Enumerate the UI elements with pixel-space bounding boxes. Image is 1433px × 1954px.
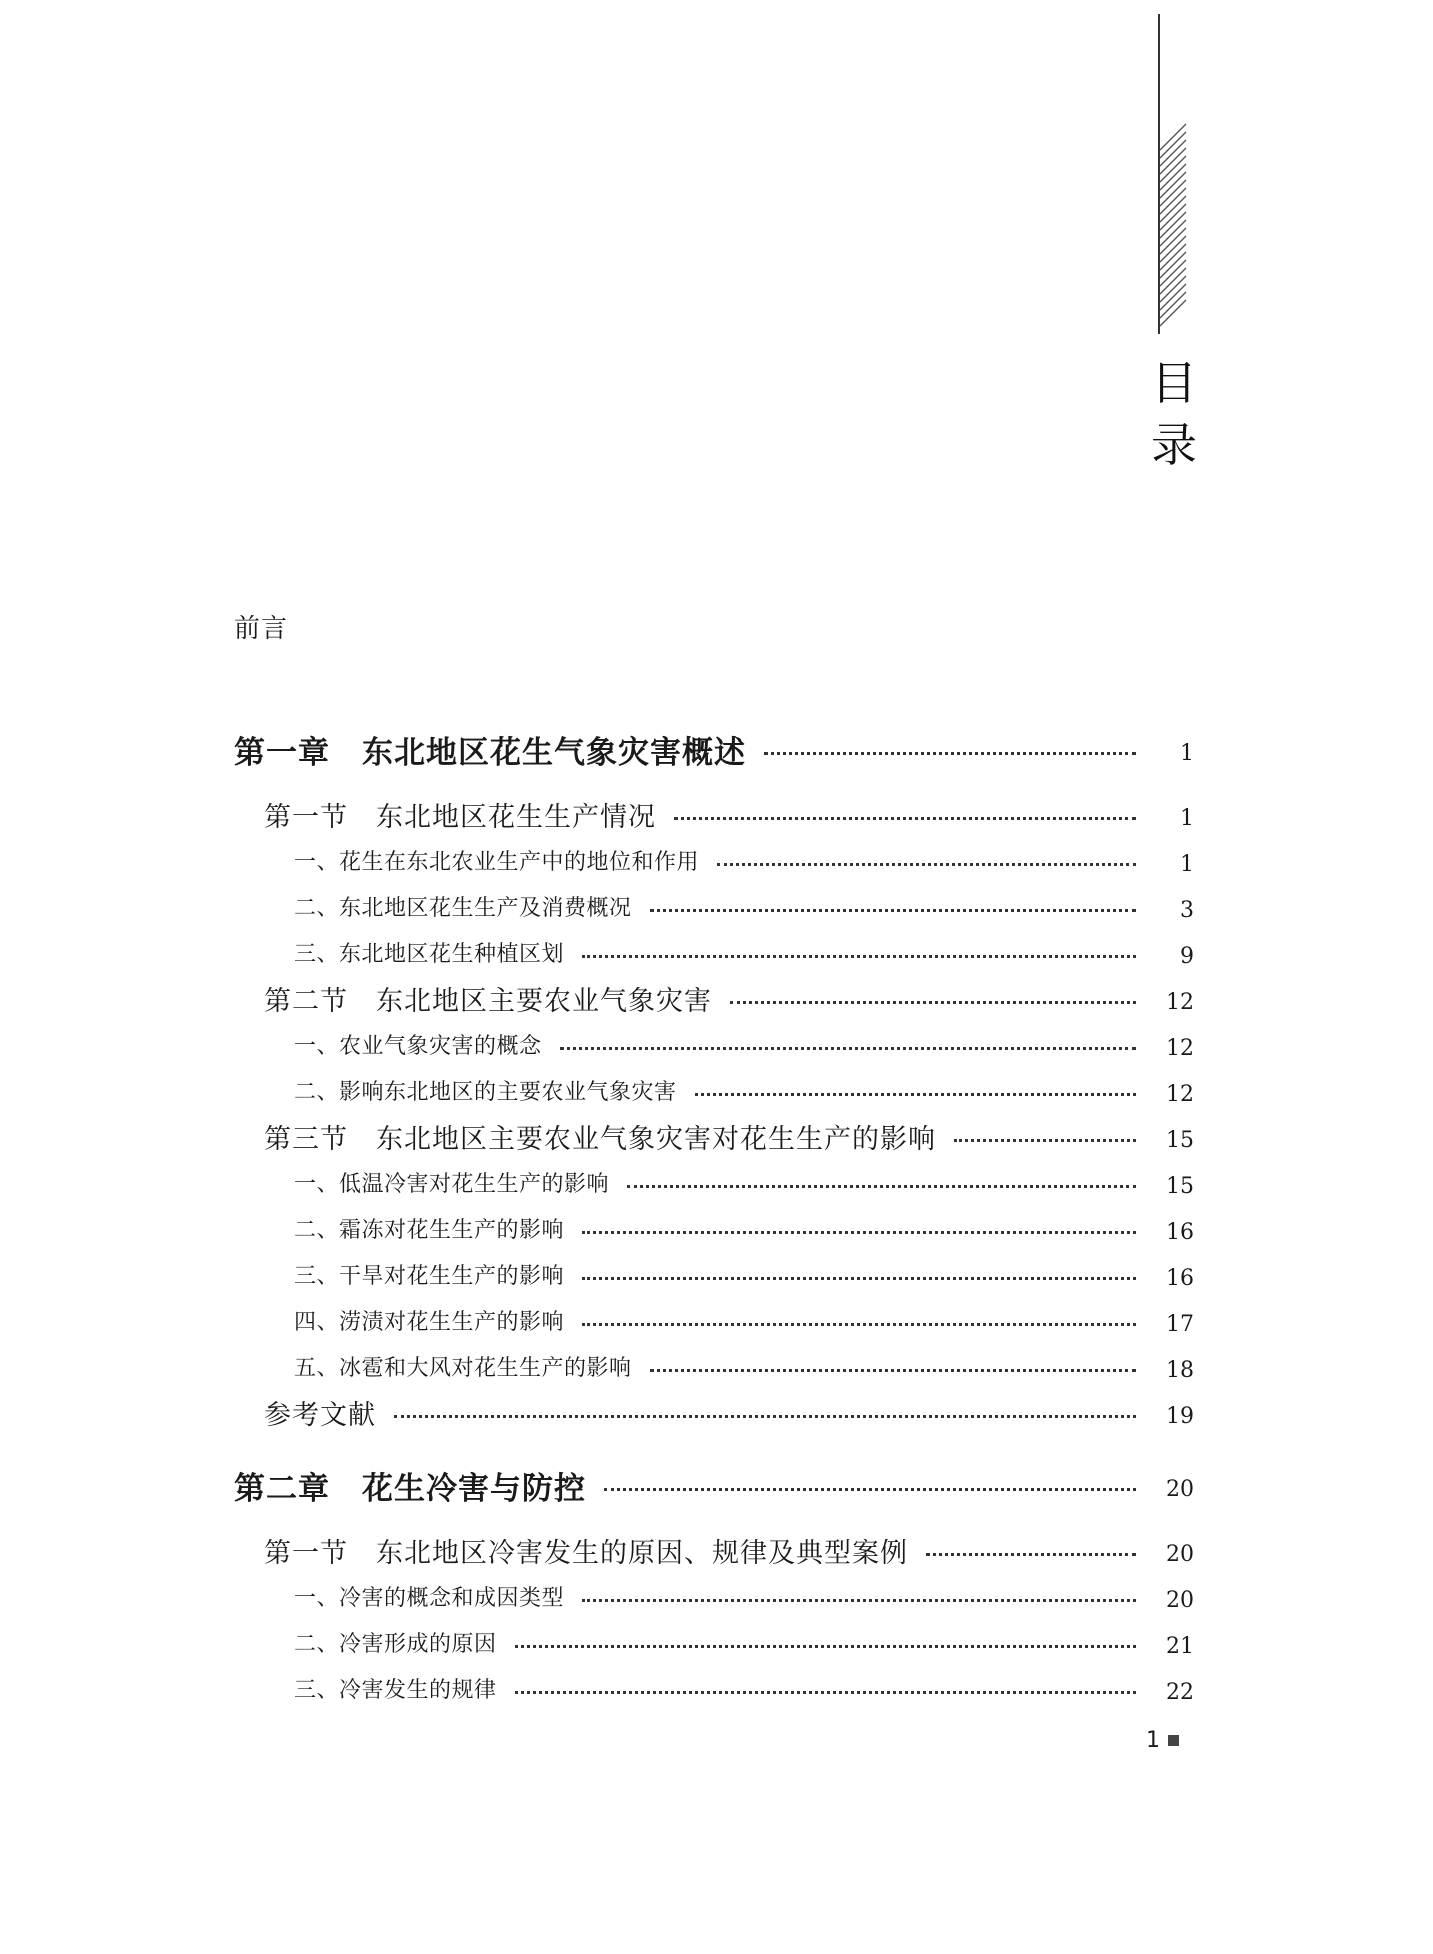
toc-section: [234, 1113, 1194, 1159]
toc-item: [234, 1619, 1194, 1665]
dot-leader: [650, 909, 1136, 912]
toc-title: 二、影响东北地区的主要农业气象灾害: [294, 1079, 677, 1105]
toc-item: [234, 1297, 1194, 1343]
toc-chapter: [234, 715, 1194, 783]
toc-item: [234, 1251, 1194, 1297]
toc-title: 第二节 东北地区主要农业气象灾害: [264, 985, 712, 1017]
toc-section: [234, 791, 1194, 837]
toc-page-number: 20: [1166, 1476, 1194, 1502]
toc-page-number: 20: [1166, 1541, 1194, 1567]
toc-page-number: 12: [1166, 989, 1194, 1015]
dot-leader: [954, 1139, 1136, 1142]
toc-page-number: 1: [1180, 740, 1194, 766]
toc-title: 二、冷害形成的原因: [294, 1631, 497, 1657]
toc-item: [234, 1067, 1194, 1113]
dot-leader: [582, 1231, 1136, 1234]
square-bullet-icon: [1168, 1735, 1179, 1746]
toc-item: [234, 1021, 1194, 1067]
dot-leader: [515, 1691, 1136, 1694]
toc-page-number: 18: [1166, 1357, 1194, 1383]
toc-page-number: 16: [1166, 1219, 1194, 1245]
dot-leader: [582, 1323, 1136, 1326]
page-folio: [1146, 1728, 1179, 1753]
toc-page-number: 12: [1166, 1081, 1194, 1107]
toc-title: 一、农业气象灾害的概念: [294, 1033, 542, 1059]
toc-chapter: [234, 1451, 1194, 1519]
toc-title: 一、冷害的概念和成因类型: [294, 1585, 565, 1611]
dot-leader: [730, 1001, 1136, 1004]
toc-item: [234, 1159, 1194, 1205]
toc-title: 第一节 东北地区花生生产情况: [264, 801, 656, 833]
dot-leader: [650, 1369, 1136, 1372]
toc-title: 第一节 东北地区冷害发生的原因、规律及典型案例: [264, 1537, 908, 1569]
page-number: 1: [1146, 1728, 1160, 1753]
dot-leader: [582, 1277, 1136, 1280]
toc-page-number: 22: [1166, 1679, 1194, 1705]
toc-title: 第一章 东北地区花生气象灾害概述: [234, 734, 746, 771]
toc-title: 一、花生在东北农业生产中的地位和作用: [294, 849, 700, 875]
toc-page-number: 16: [1166, 1265, 1194, 1291]
toc-title: 一、低温冷害对花生生产的影响: [294, 1171, 610, 1197]
toc-page-number: 12: [1166, 1035, 1194, 1061]
dot-leader: [582, 955, 1136, 958]
toc-title: 参考文献: [264, 1399, 376, 1431]
toc-page-number: 17: [1166, 1311, 1194, 1337]
toc-title: 三、冷害发生的规律: [294, 1677, 497, 1703]
dot-leader: [627, 1185, 1136, 1188]
toc-title: 第三节 东北地区主要农业气象灾害对花生生产的影响: [264, 1123, 936, 1155]
toc-section: [234, 1527, 1194, 1573]
toc-section: [234, 1389, 1194, 1435]
toc-page-number: 15: [1166, 1127, 1194, 1153]
page-title: [1148, 352, 1200, 476]
toc-page-number: 19: [1166, 1403, 1194, 1429]
dot-leader: [674, 817, 1136, 820]
toc-title: 三、东北地区花生种植区划: [294, 941, 565, 967]
toc-page-number: 21: [1166, 1633, 1194, 1659]
dot-leader: [764, 752, 1136, 755]
page-title-char-1: 目: [1151, 356, 1197, 410]
dot-leader: [695, 1093, 1136, 1096]
page-title-char-2: 录: [1151, 418, 1197, 472]
preface-heading: 前言: [234, 614, 289, 644]
toc-title: 二、东北地区花生生产及消费概况: [294, 895, 632, 921]
toc-item: [234, 1573, 1194, 1619]
toc-item: [234, 1205, 1194, 1251]
dot-leader: [717, 863, 1136, 866]
toc-section: [234, 975, 1194, 1021]
toc-title: 第二章 花生冷害与防控: [234, 1470, 586, 1507]
toc-item: [234, 883, 1194, 929]
toc-item: [234, 1343, 1194, 1389]
toc-title: 三、干旱对花生生产的影响: [294, 1263, 565, 1289]
toc-page-number: 15: [1166, 1173, 1194, 1199]
toc-page-number: 1: [1180, 851, 1194, 877]
toc-page-number: 3: [1180, 897, 1194, 923]
dot-leader: [515, 1645, 1136, 1648]
table-of-contents: [234, 715, 1194, 1711]
dot-leader: [582, 1599, 1136, 1602]
toc-item: [234, 837, 1194, 883]
decorative-hatch-line: [1158, 14, 1188, 334]
toc-title: 四、涝渍对花生生产的影响: [294, 1309, 565, 1335]
toc-title: 二、霜冻对花生生产的影响: [294, 1217, 565, 1243]
dot-leader: [604, 1488, 1136, 1491]
dot-leader: [560, 1047, 1136, 1050]
toc-item: [234, 1665, 1194, 1711]
toc-page-number: 9: [1180, 943, 1194, 969]
toc-page-number: 1: [1180, 805, 1194, 831]
dot-leader: [926, 1553, 1136, 1556]
toc-item: [234, 929, 1194, 975]
dot-leader: [394, 1415, 1136, 1418]
toc-title: 五、冰雹和大风对花生生产的影响: [294, 1355, 632, 1381]
toc-page-number: 20: [1166, 1587, 1194, 1613]
